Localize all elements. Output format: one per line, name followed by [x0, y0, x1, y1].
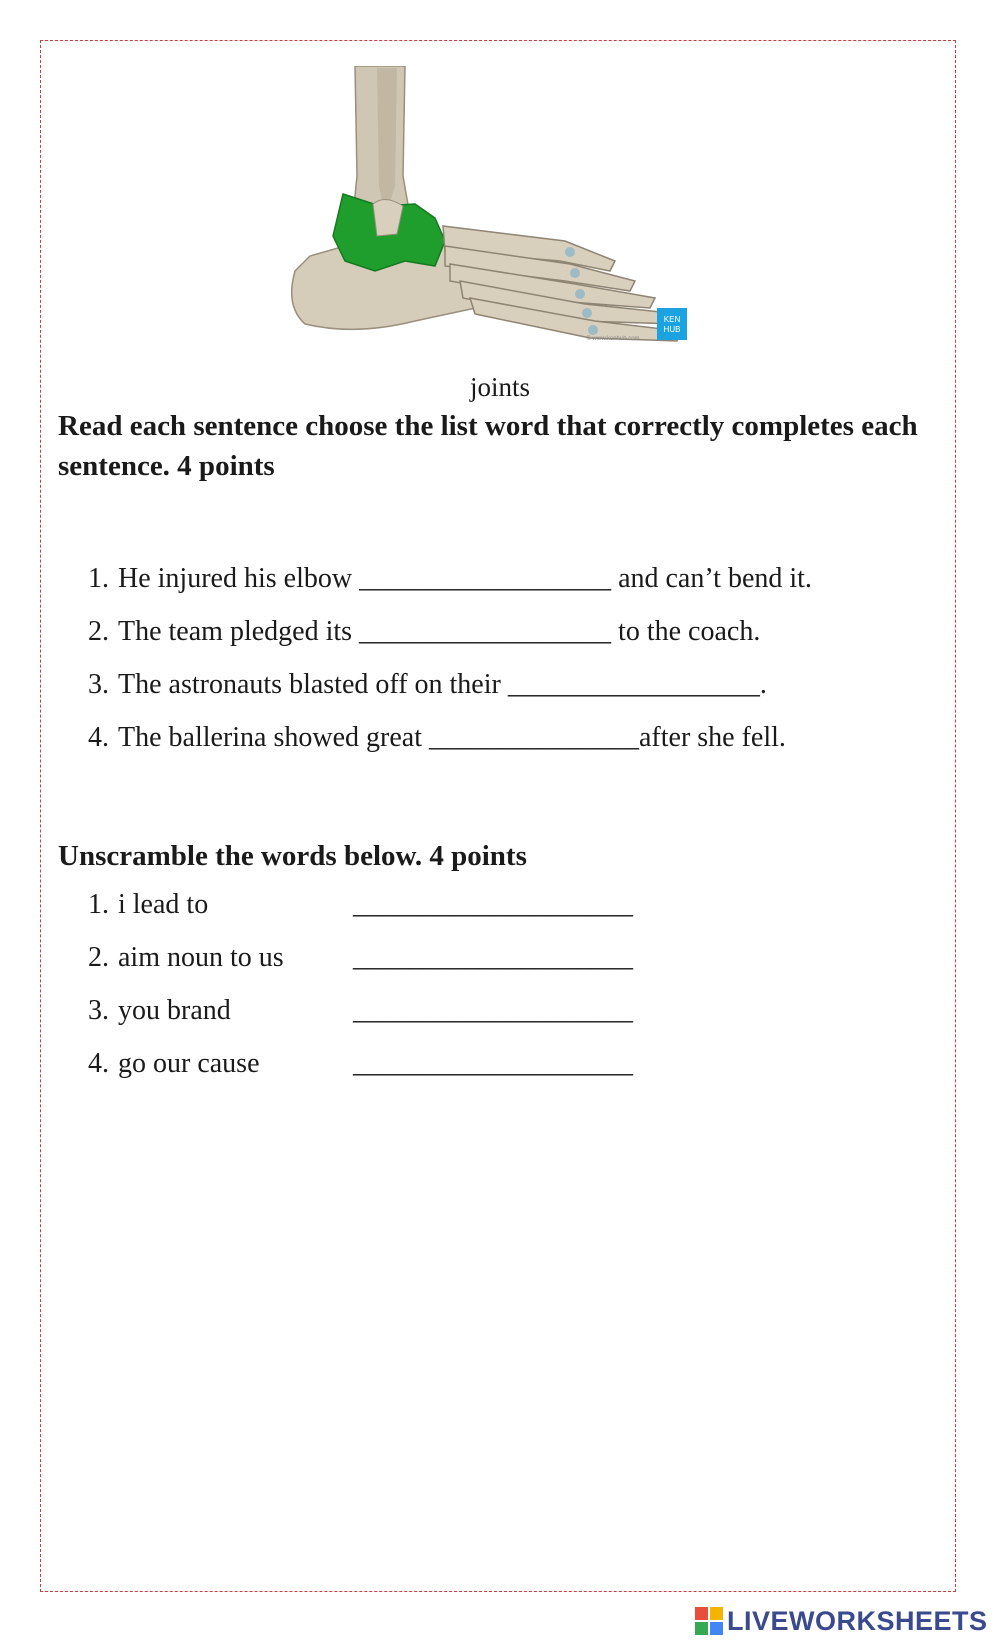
answer-blank[interactable]: __________________ — [359, 563, 612, 594]
item-number: 4. — [88, 722, 109, 753]
unscramble-item-1 — [88, 888, 633, 922]
item-number: 4. — [88, 1048, 109, 1079]
item-number: 3. — [88, 669, 109, 700]
section2-instruction: Unscramble the words below. 4 points — [58, 840, 527, 872]
item-after: and can’t bend it. — [611, 563, 812, 594]
unscramble-item-3 — [88, 994, 633, 1028]
kenhub-badge — [657, 308, 687, 340]
item-before: The astronauts blasted off on their — [118, 669, 508, 700]
brand-name: LIVEWORKSHEETS — [727, 1605, 988, 1636]
answer-blank[interactable]: _______________ — [428, 722, 639, 753]
kenhub-watermark: © www.kenhub.com — [586, 336, 640, 342]
figure-caption: joints — [469, 372, 530, 402]
scrambled-word: i lead to — [118, 889, 209, 920]
item-before: The ballerina showed great — [118, 722, 429, 753]
answer-blank[interactable]: ____________________ — [353, 995, 633, 1026]
item-number: 2. — [88, 942, 109, 973]
item-after: after she fell. — [638, 722, 786, 753]
item-before: The team pledged its — [118, 616, 360, 647]
item-number: 2. — [88, 616, 109, 647]
item-before: He injured his elbow — [118, 563, 360, 594]
foot-joints-illustration — [285, 66, 725, 366]
fill-item-3 — [88, 668, 767, 702]
item-number: 1. — [88, 889, 109, 920]
item-number: 1. — [88, 563, 109, 594]
item-number: 3. — [88, 995, 109, 1026]
fill-item-1 — [88, 562, 812, 596]
answer-blank[interactable]: ____________________ — [353, 889, 633, 920]
fill-item-2 — [88, 615, 760, 649]
scrambled-word: go our cause — [118, 1048, 260, 1079]
answer-blank[interactable]: __________________ — [359, 616, 612, 647]
liveworksheets-footer — [695, 1604, 988, 1638]
answer-blank[interactable]: ____________________ — [353, 942, 633, 973]
answer-blank[interactable]: __________________ — [507, 669, 760, 700]
item-after: to the coach. — [611, 616, 761, 647]
scrambled-word: you brand — [118, 995, 231, 1026]
section1-instruction: Read each sentence choose the list word that correctly completes each sentence. 4 points — [58, 410, 918, 482]
fill-item-4 — [88, 721, 786, 755]
answer-blank[interactable]: ____________________ — [353, 1048, 633, 1079]
badge-line1: KEN — [663, 315, 681, 324]
badge-line2: HUB — [663, 325, 681, 334]
liveworksheets-logo-icon — [695, 1607, 723, 1635]
scrambled-word: aim noun to us — [118, 942, 284, 973]
unscramble-item-4 — [88, 1047, 633, 1081]
item-after: . — [759, 669, 767, 700]
unscramble-item-2 — [88, 941, 633, 975]
